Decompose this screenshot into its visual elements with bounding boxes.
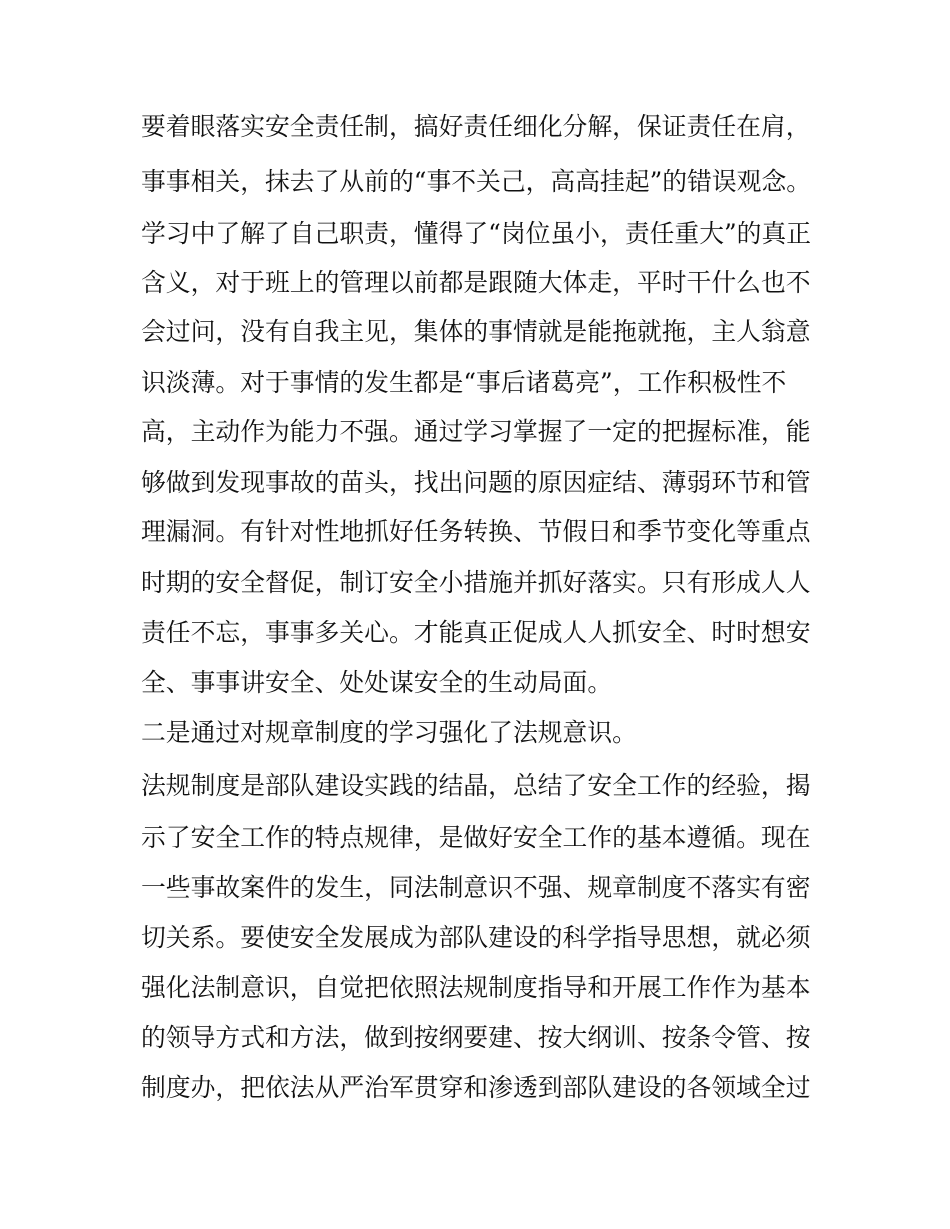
text-line: 强化法制意识，自觉把依照法规制度指导和开展工作作为基本 [141, 973, 811, 1002]
text-line: 制度办，把依法从严治军贯穿和渗透到部队建设的各领域全过 [141, 1073, 811, 1102]
text-line: 一些事故案件的发生，同法制意识不强、规章制度不落实有密 [141, 873, 811, 902]
text-line: 识淡薄。对于事情的发生都是“事后诸葛亮”，工作积极性不 [141, 368, 787, 397]
text-line: 法规制度是部队建设实践的结晶，总结了安全工作的经验，揭 [141, 771, 811, 800]
text-line: 要着眼落实安全责任制，搞好责任细化分解，保证责任在肩， [141, 112, 811, 141]
text-line: 会过问，没有自我主见，集体的事情就是能拖就拖，主人翁意 [141, 317, 811, 346]
text-line: 够做到发现事故的苗头，找出问题的原因症结、薄弱环节和管 [141, 468, 811, 497]
text-line: 学习中了解了自己职责，懂得了“岗位虽小，责任重大”的真正 [141, 219, 812, 248]
text-line: 示了安全工作的特点规律，是做好安全工作的基本遵循。现在 [141, 823, 811, 852]
text-line: 事事相关，抹去了从前的“事不关己，高高挂起”的错误观念。 [141, 167, 812, 196]
text-line: 全、事事讲安全、处处谋安全的生动局面。 [141, 668, 613, 697]
text-line: 切关系。要使安全发展成为部队建设的科学指导思想，就必须 [141, 923, 811, 952]
text-line: 高，主动作为能力不强。通过学习掌握了一定的把握标准，能 [141, 417, 811, 446]
text-line: 含义，对于班上的管理以前都是跟随大体走，平时干什么也不 [141, 268, 811, 297]
text-line: 的领导方式和方法，做到按纲要建、按大纲训、按条令管、按 [141, 1023, 811, 1052]
text-line: 二是通过对规章制度的学习强化了法规意识。 [141, 718, 637, 747]
text-line: 理漏洞。有针对性地抓好任务转换、节假日和季节变化等重点 [141, 517, 811, 546]
text-line: 责任不忘，事事多关心。才能真正促成人人抓安全、时时想安 [141, 618, 811, 647]
text-line: 时期的安全督促，制订安全小措施并抓好落实。只有形成人人 [141, 568, 811, 597]
